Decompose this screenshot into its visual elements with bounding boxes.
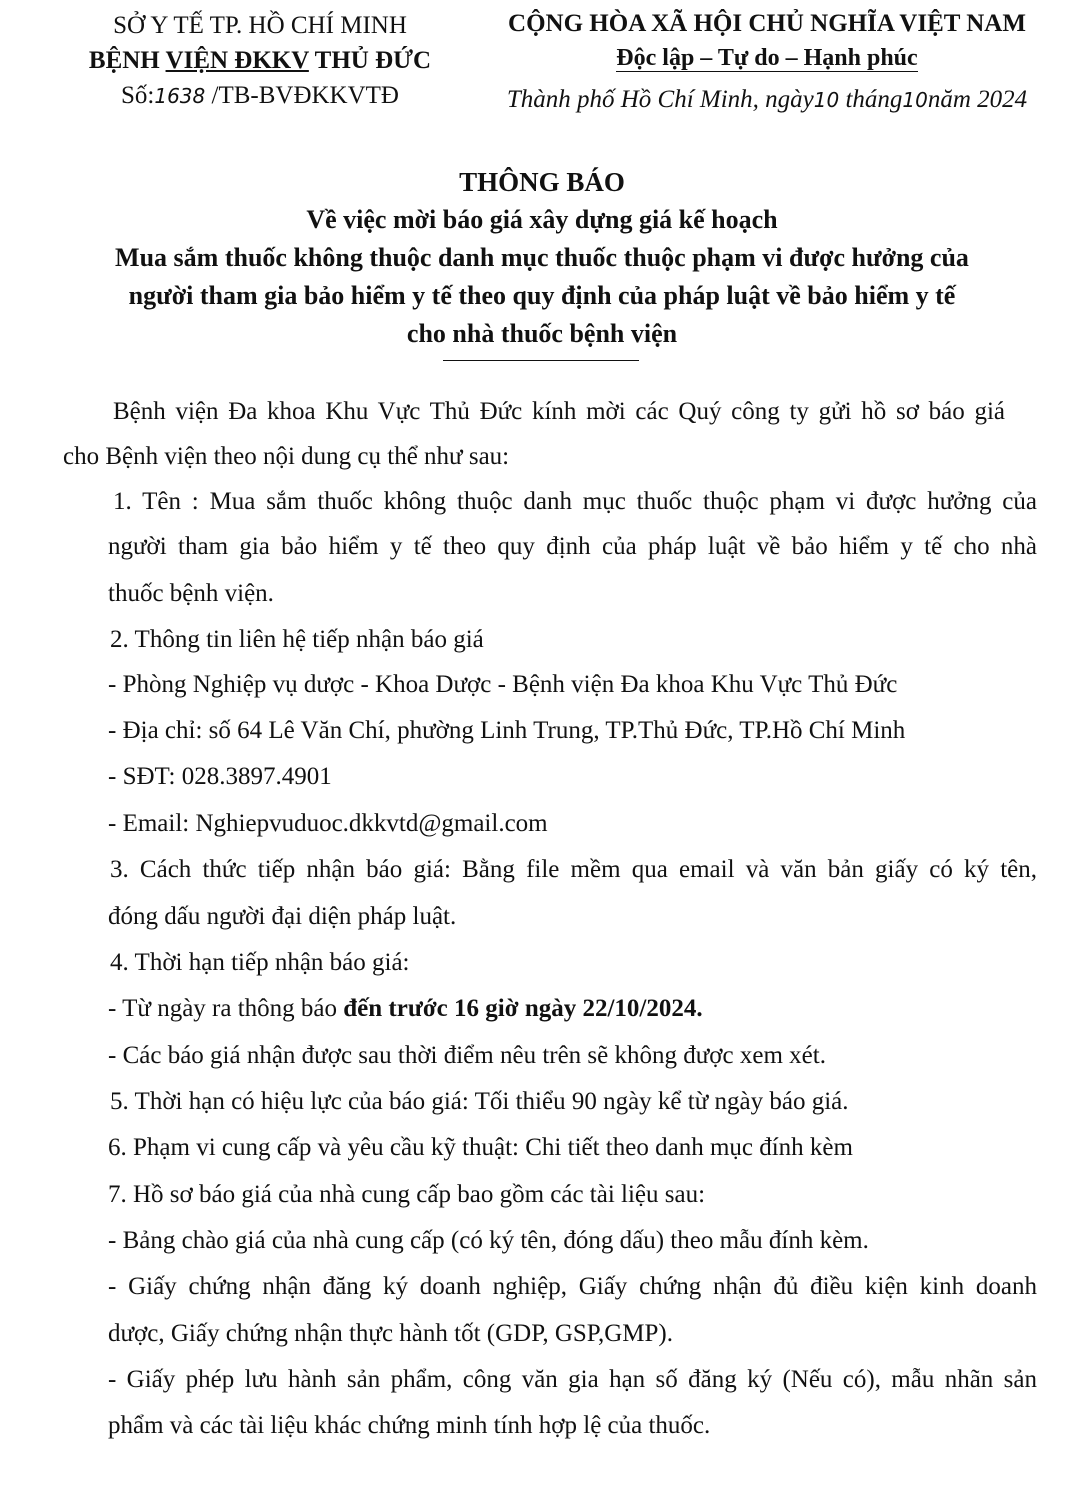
date-prefix: Thành phố Hồ Chí Minh, ngày bbox=[506, 86, 814, 113]
document-date bbox=[462, 82, 1072, 118]
item-7-doc: - Giấy chứng nhận đăng ký doanh nghiệp, Giấy chứng nhận đủ điều kiện kinh doanh bbox=[108, 1273, 1037, 1300]
number-suffix: /TB-BVĐKKVTĐ bbox=[211, 82, 399, 109]
document-number bbox=[60, 78, 460, 114]
intro-line: cho Bệnh viện theo nội dung cụ thể như sau: bbox=[63, 443, 510, 470]
handwritten-day: 10 bbox=[813, 88, 840, 112]
hospital-name-part: THỦ ĐỨC bbox=[308, 47, 432, 74]
deadline-bold: đến trước 16 giờ ngày 22/10/2024. bbox=[343, 995, 703, 1022]
date-month-label: tháng bbox=[839, 86, 903, 113]
notice-subject-line: Mua sắm thuốc không thuộc danh mục thuốc thuộc phạm vi được hưởng của bbox=[115, 243, 969, 272]
handwritten-number: 1638 bbox=[154, 84, 206, 108]
item-7-heading: 7. Hồ sơ báo giá của nhà cung cấp bao gồm các tài liệu sau: bbox=[108, 1181, 706, 1208]
intro-line: Bệnh viện Đa khoa Khu Vực Thủ Đức kính mời các Quý công ty gửi hồ sơ báo giá bbox=[113, 398, 1005, 425]
item-3-line: 3. Cách thức tiếp nhận báo giá: Bằng file mềm qua email và văn bản giấy có ký tên, bbox=[110, 856, 1037, 883]
deadline-prefix: - Từ ngày ra thông báo bbox=[108, 995, 344, 1022]
item-6-line: 6. Phạm vi cung cấp và yêu cầu kỹ thuật: Chi tiết theo danh mục đính kèm bbox=[108, 1134, 853, 1161]
deadline-line bbox=[108, 995, 703, 1023]
item-7-doc: - Giấy phép lưu hành sản phẩm, công văn gia hạn số đăng ký (Nếu có), mẫu nhãn sản bbox=[108, 1366, 1037, 1393]
notice-subject-line: người tham gia bảo hiểm y tế theo quy định của pháp luật về bảo hiểm y tế bbox=[128, 281, 956, 310]
item-7-doc: dược, Giấy chứng nhận thực hành tốt (GDP, GSP,GMP). bbox=[108, 1320, 673, 1347]
item-2-heading: 2. Thông tin liên hệ tiếp nhận báo giá bbox=[110, 626, 484, 653]
national-motto: Độc lập – Tự do – Hạnh phúc bbox=[616, 45, 918, 71]
item-7-doc: phẩm và các tài liệu khác chứng minh tính hợp lệ của thuốc. bbox=[108, 1412, 711, 1439]
issuer-parent-agency: SỞ Y TẾ TP. HỒ CHÍ MINH bbox=[113, 12, 407, 39]
notice-subject-line: Về việc mời báo giá xây dựng giá kế hoạch bbox=[306, 205, 778, 234]
national-motto-block bbox=[462, 6, 1072, 118]
hospital-name-underlined: VIỆN ĐKKV bbox=[165, 47, 309, 74]
item-1-line: thuốc bệnh viện. bbox=[108, 580, 274, 607]
item-1-line: người tham gia bảo hiểm y tế theo quy định của pháp luật về bảo hiểm y tế cho nhà bbox=[108, 533, 1037, 560]
contact-department: - Phòng Nghiệp vụ dược - Khoa Dược - Bệnh viện Đa khoa Khu Vực Thủ Đức bbox=[108, 671, 898, 698]
notice-title-block bbox=[40, 163, 1044, 353]
issuer-block bbox=[60, 8, 460, 114]
country-name: CỘNG HÒA XÃ HỘI CHỦ NGHĨA VIỆT NAM bbox=[508, 10, 1026, 37]
title-divider bbox=[443, 360, 639, 361]
item-5-line: 5. Thời hạn có hiệu lực của báo giá: Tối thiểu 90 ngày kể từ ngày báo giá. bbox=[110, 1088, 849, 1115]
hospital-name-part: BỆNH bbox=[88, 47, 166, 74]
item-1-line: 1. Tên : Mua sắm thuốc không thuộc danh mục thuốc thuộc phạm vi được hưởng của bbox=[113, 488, 1037, 515]
notice-heading: THÔNG BÁO bbox=[459, 167, 625, 197]
contact-email: - Email: Nghiepvuduoc.dkkvtd@gmail.com bbox=[108, 810, 548, 837]
number-prefix: Số: bbox=[120, 82, 155, 109]
contact-address: - Địa chỉ: số 64 Lê Văn Chí, phường Linh Trung, TP.Thủ Đức, TP.Hồ Chí Minh bbox=[108, 717, 906, 744]
item-7-doc: - Bảng chào giá của nhà cung cấp (có ký tên, đóng dấu) theo mẫu đính kèm. bbox=[108, 1227, 869, 1254]
item-3-line: đóng dấu người đại diện pháp luật. bbox=[108, 903, 457, 930]
item-4-heading: 4. Thời hạn tiếp nhận báo giá: bbox=[110, 949, 410, 976]
date-year: năm 2024 bbox=[927, 86, 1028, 113]
notice-subject-line: cho nhà thuốc bệnh viện bbox=[406, 319, 678, 348]
late-quote-note: - Các báo giá nhận được sau thời điểm nêu trên sẽ không được xem xét. bbox=[108, 1042, 826, 1069]
handwritten-month: 10 bbox=[902, 88, 928, 112]
contact-phone: - SĐT: 028.3897.4901 bbox=[108, 763, 332, 790]
issuer-hospital-name bbox=[60, 43, 460, 78]
